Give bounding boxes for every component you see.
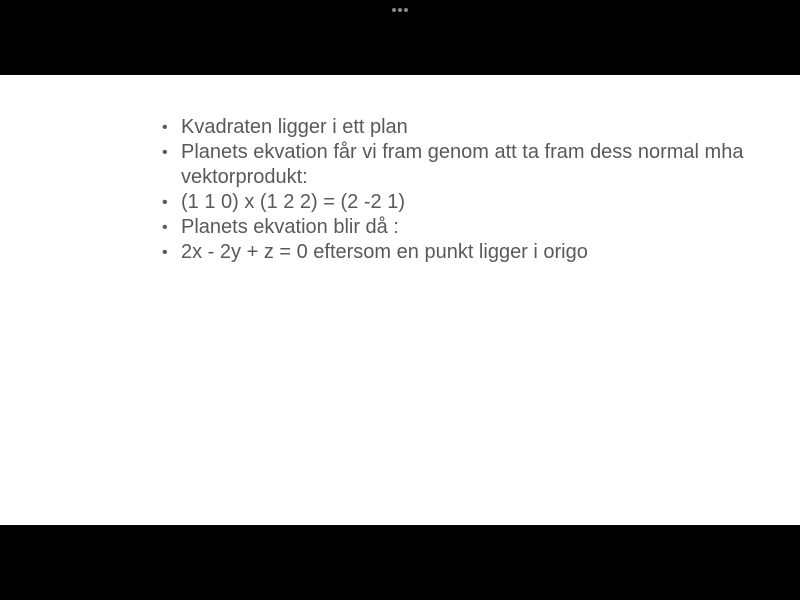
bottom-letterbox [0,525,800,600]
top-letterbox [0,0,800,75]
bullet-text: Planets ekvation blir då : [181,216,399,238]
more-horizontal-icon [404,8,408,12]
more-options-button[interactable] [388,4,412,16]
bullet-dot: • [162,119,168,136]
more-horizontal-icon [398,8,402,12]
bullet-item [160,240,750,265]
bullet-text: Kvadraten ligger i ett plan [181,116,408,138]
bullet-dot: • [162,144,168,161]
bullet-item [160,215,750,240]
slide-canvas[interactable] [0,75,800,525]
more-horizontal-icon [392,8,396,12]
bullet-item [160,190,750,215]
bullet-list [160,115,750,265]
bullet-item [160,115,750,140]
bullet-dot: • [162,244,168,261]
bullet-item [160,140,750,190]
bullet-dot: • [162,194,168,211]
bullet-text: (1 1 0) x (1 2 2) = (2 -2 1) [181,191,405,213]
bullet-text: 2x - 2y + z = 0 eftersom en punkt ligger i origo [181,241,588,263]
bullet-text: Planets ekvation får vi fram genom att ta fram dess normal mha vektorprodukt: [181,141,744,188]
bullet-dot: • [162,219,168,236]
